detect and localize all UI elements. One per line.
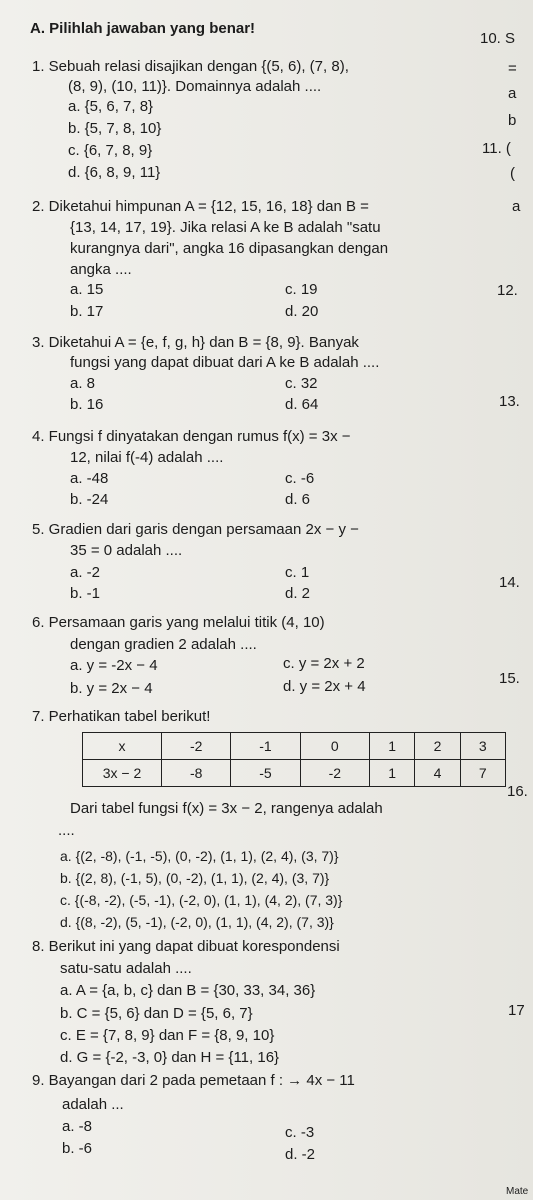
- q1-option-d: d. {6, 8, 9, 11}: [68, 164, 161, 181]
- table-cell: 3: [460, 733, 505, 760]
- table-cell: 3x − 2: [83, 760, 162, 787]
- q9-option-c: c. -3: [285, 1124, 315, 1141]
- q6-option-b: b. y = 2x − 4: [70, 680, 153, 697]
- q4-line2: 12, nilai f(-4) adalah ....: [70, 449, 224, 466]
- q2-option-c: c. 19: [285, 281, 318, 298]
- right-fragment: a: [508, 85, 517, 102]
- q2-option-d: d. 20: [285, 303, 319, 320]
- q5-option-b: b. -1: [70, 585, 101, 602]
- q8-option-a: a. A = {a, b, c} dan B = {30, 33, 34, 36}: [60, 982, 316, 999]
- q13-number: 13.: [499, 393, 520, 410]
- q4-option-d: d. 6: [285, 491, 311, 508]
- q5-option-c: c. 1: [285, 564, 310, 581]
- right-fragment: (: [510, 165, 515, 182]
- q14-number: 14.: [499, 574, 520, 591]
- q1-option-b: b. {5, 7, 8, 10}: [68, 120, 162, 137]
- q7-after-line1: Dari tabel fungsi f(x) = 3x − 2, rangenya adalah: [70, 800, 383, 817]
- q1-option-c: c. {6, 7, 8, 9}: [68, 142, 153, 159]
- q9-option-d: d. -2: [285, 1146, 316, 1163]
- q7-option-b: b. {(2, 8), (-1, 5), (0, -2), (1, 1), (2, 4), (3, 7)}: [60, 870, 330, 886]
- q6-option-a: a. y = -2x − 4: [70, 657, 158, 674]
- q8-line2: satu-satu adalah ....: [60, 960, 192, 977]
- table-cell: 1: [369, 760, 414, 787]
- q8-option-b: b. C = {5, 6} dan D = {5, 6, 7}: [60, 1005, 253, 1022]
- q2-line1: 2. Diketahui himpunan A = {12, 15, 16, 18} dan B =: [32, 198, 369, 215]
- q6-option-d: d. y = 2x + 4: [283, 678, 366, 695]
- q3-line2: fungsi yang dapat dibuat dari A ke B adalah ....: [70, 354, 380, 371]
- q6-option-c: c. y = 2x + 2: [283, 655, 365, 672]
- table-cell: 0: [300, 733, 369, 760]
- table-cell: -2: [162, 733, 231, 760]
- q5-option-a: a. -2: [70, 564, 101, 581]
- q8-option-c: c. E = {7, 8, 9} dan F = {8, 9, 10}: [60, 1027, 275, 1044]
- q3-option-a: a. 8: [70, 375, 96, 392]
- q4-option-b: b. -24: [70, 491, 109, 508]
- q7-option-a: a. {(2, -8), (-1, -5), (0, -2), (1, 1), (2, 4), (3, 7)}: [60, 848, 339, 864]
- table-cell: -2: [300, 760, 369, 787]
- function-table: [82, 732, 506, 787]
- q1-line1: 1. Sebuah relasi disajikan dengan {(5, 6), (7, 8),: [32, 58, 349, 75]
- table-cell: -1: [231, 733, 300, 760]
- q3-option-b: b. 16: [70, 396, 104, 413]
- q9-line1: 9. Bayangan dari 2 pada pemetaan f : → 4x − 11: [32, 1072, 355, 1089]
- table-cell: 1: [369, 733, 414, 760]
- table-cell: -5: [231, 760, 300, 787]
- q2-line4: angka ....: [70, 261, 132, 278]
- q15-number: 15.: [499, 670, 520, 687]
- q2-line2: {13, 14, 17, 19}. Jika relasi A ke B adalah "satu: [70, 219, 381, 236]
- q4-line1: 4. Fungsi f dinyatakan dengan rumus f(x) = 3x −: [32, 428, 351, 445]
- q3-option-c: c. 32: [285, 375, 318, 392]
- q10-number: 10. S: [480, 30, 516, 47]
- table-cell: 2: [415, 733, 460, 760]
- q5-line1: 5. Gradien dari garis dengan persamaan 2x − y −: [32, 521, 359, 538]
- section-title: A. Pilihlah jawaban yang benar!: [30, 20, 256, 37]
- q1-option-a: a. {5, 6, 7, 8}: [68, 98, 154, 115]
- q4-option-c: c. -6: [285, 470, 315, 487]
- q11-number: 11. (: [482, 140, 511, 157]
- q16-number: 16.: [507, 783, 528, 800]
- q9-line2: adalah ...: [62, 1096, 124, 1113]
- q8-line1: 8. Berikut ini yang dapat dibuat korespondensi: [32, 938, 340, 955]
- q1-line2: (8, 9), (10, 11)}. Domainnya adalah ....: [68, 78, 322, 95]
- table-cell: 4: [415, 760, 460, 787]
- q3-line1: 3. Diketahui A = {e, f, g, h} dan B = {8, 9}. Banyak: [32, 334, 359, 351]
- q5-line2: 35 = 0 adalah ....: [70, 542, 183, 559]
- q9-option-b: b. -6: [62, 1140, 93, 1157]
- q6-line1: 6. Persamaan garis yang melalui titik (4, 10): [32, 614, 325, 631]
- table-cell: x: [83, 733, 162, 760]
- q8-option-d: d. G = {-2, -3, 0} dan H = {11, 16}: [60, 1049, 280, 1066]
- table-row-fx: [83, 760, 506, 787]
- q7-option-c: c. {(-8, -2), (-5, -1), (-2, 0), (1, 1), (4, 2), (7, 3)}: [60, 892, 343, 908]
- q7-line1: 7. Perhatikan tabel berikut!: [32, 708, 211, 725]
- q5-option-d: d. 2: [285, 585, 311, 602]
- q7-after-line2: ....: [58, 822, 75, 839]
- q7-option-d: d. {(8, -2), (5, -1), (-2, 0), (1, 1), (4, 2), (7, 3)}: [60, 914, 334, 930]
- q2-option-a: a. 15: [70, 281, 104, 298]
- q2-option-b: b. 17: [70, 303, 104, 320]
- right-fragment: =: [508, 60, 517, 77]
- q3-option-d: d. 64: [285, 396, 319, 413]
- q4-option-a: a. -48: [70, 470, 109, 487]
- table-cell: -8: [162, 760, 231, 787]
- right-fragment: b: [508, 112, 517, 129]
- q17-number: 17: [508, 1002, 525, 1019]
- right-fragment: a: [512, 198, 521, 215]
- q2-line3: kurangnya dari", angka 16 dipasangkan dengan: [70, 240, 389, 257]
- q6-line2: dengan gradien 2 adalah ....: [70, 636, 257, 653]
- table-row-x: [83, 733, 506, 760]
- footer-fragment: Mate: [506, 1186, 529, 1197]
- table-cell: 7: [460, 760, 505, 787]
- q12-number: 12.: [497, 282, 518, 299]
- q9-option-a: a. -8: [62, 1118, 93, 1135]
